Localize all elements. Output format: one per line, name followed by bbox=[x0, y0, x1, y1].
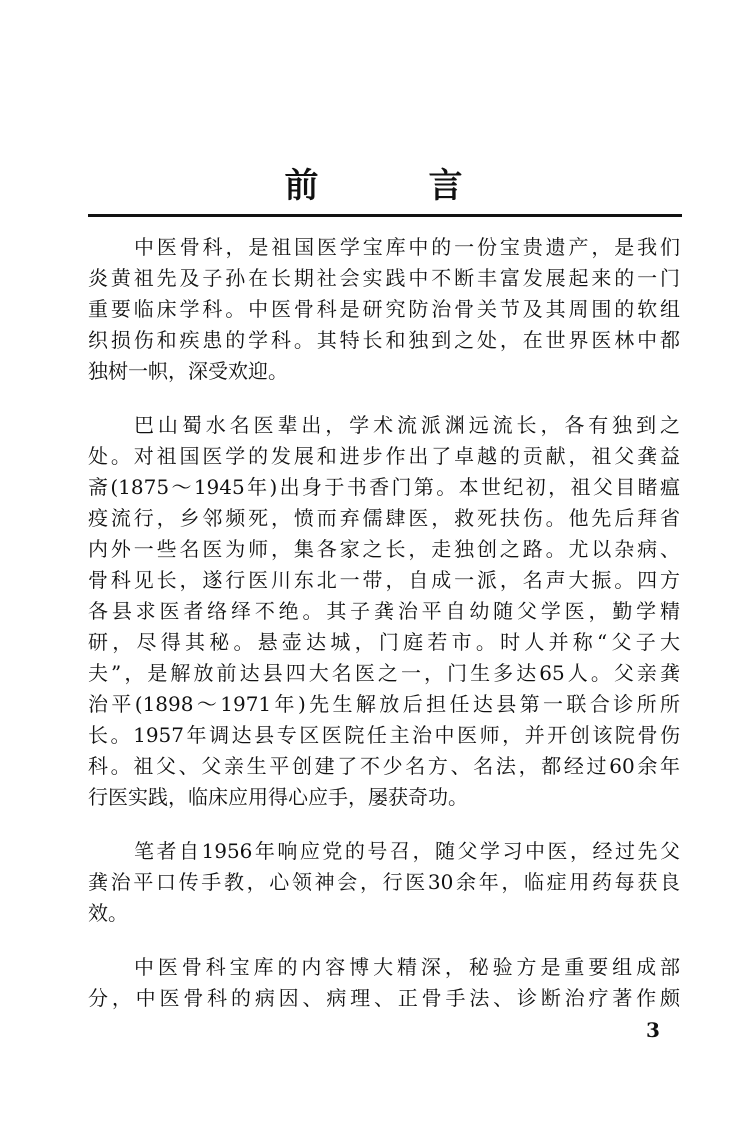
text-line: 长。1957年调达县专区医院任主治中医师，并开创该院骨伤 bbox=[88, 723, 680, 747]
text-line: 独树一帜，深受欢迎。 bbox=[88, 359, 288, 383]
paragraph bbox=[88, 952, 680, 1014]
text-line: 中医骨科宝库的内容博大精深，秘验方是重要组成部 bbox=[134, 955, 680, 979]
text-line: 分，中医骨科的病因、病理、正骨手法、诊断治疗著作颇 bbox=[88, 986, 680, 1010]
text-line: 炎黄祖先及子孙在长期社会实践中不断丰富发展起来的一门 bbox=[88, 266, 680, 290]
text-line: 各县求医者络绎不绝。其子龚治平自幼随父学医，勤学精 bbox=[88, 599, 680, 623]
title-char: 前 bbox=[284, 166, 319, 206]
text-line: 织损伤和疾患的学科。其特长和独到之处，在世界医林中都 bbox=[88, 328, 680, 352]
text-line: 行医实践，临床应用得心应手，屡获奇功。 bbox=[88, 785, 468, 809]
text-line: 中医骨科，是祖国医学宝库中的一份宝贵遗产，是我们 bbox=[134, 235, 680, 259]
text-line: 巴山蜀水名医辈出，学术流派渊远流长，各有独到之 bbox=[134, 413, 680, 437]
text-line: 疫流行，乡邻频死，愤而弃儒肆医，救死扶伤。他先后拜省 bbox=[88, 506, 680, 530]
paragraph bbox=[88, 232, 680, 387]
title-divider bbox=[88, 214, 682, 217]
text-line: 笔者自1956年响应党的号召，随父学习中医，经过先父 bbox=[134, 839, 680, 863]
text-line: 夫”，是解放前达县四大名医之一，门生多达65人。父亲龚 bbox=[88, 661, 680, 685]
body-text bbox=[88, 232, 680, 1014]
text-line: 骨科见长，遂行医川东北一带，自成一派，名声大振。四方 bbox=[88, 568, 680, 592]
title-char: 言 bbox=[428, 166, 463, 206]
text-line: 斋(1875～1945年)出身于书香门第。本世纪初，祖父目睹瘟 bbox=[88, 475, 680, 499]
paragraph bbox=[88, 410, 680, 813]
paragraph bbox=[88, 836, 680, 929]
text-line: 效。 bbox=[88, 901, 128, 925]
text-line: 龚治平口传手教，心领神会，行医30余年，临症用药每获良 bbox=[88, 870, 680, 894]
page-number: 3 bbox=[646, 1018, 660, 1042]
page-title bbox=[0, 158, 747, 207]
text-line: 治平(1898～1971年)先生解放后担任达县第一联合诊所所 bbox=[88, 692, 680, 716]
text-line: 科。祖父、父亲生平创建了不少名方、名法，都经过60余年 bbox=[88, 754, 680, 778]
text-line: 内外一些名医为师，集各家之长，走独创之路。尤以杂病、 bbox=[88, 537, 680, 561]
text-line: 研，尽得其秘。悬壶达城，门庭若市。时人并称“父子大 bbox=[88, 630, 680, 654]
text-line: 处。对祖国医学的发展和进步作出了卓越的贡献，祖父龚益 bbox=[88, 444, 680, 468]
text-line: 重要临床学科。中医骨科是研究防治骨关节及其周围的软组 bbox=[88, 297, 680, 321]
